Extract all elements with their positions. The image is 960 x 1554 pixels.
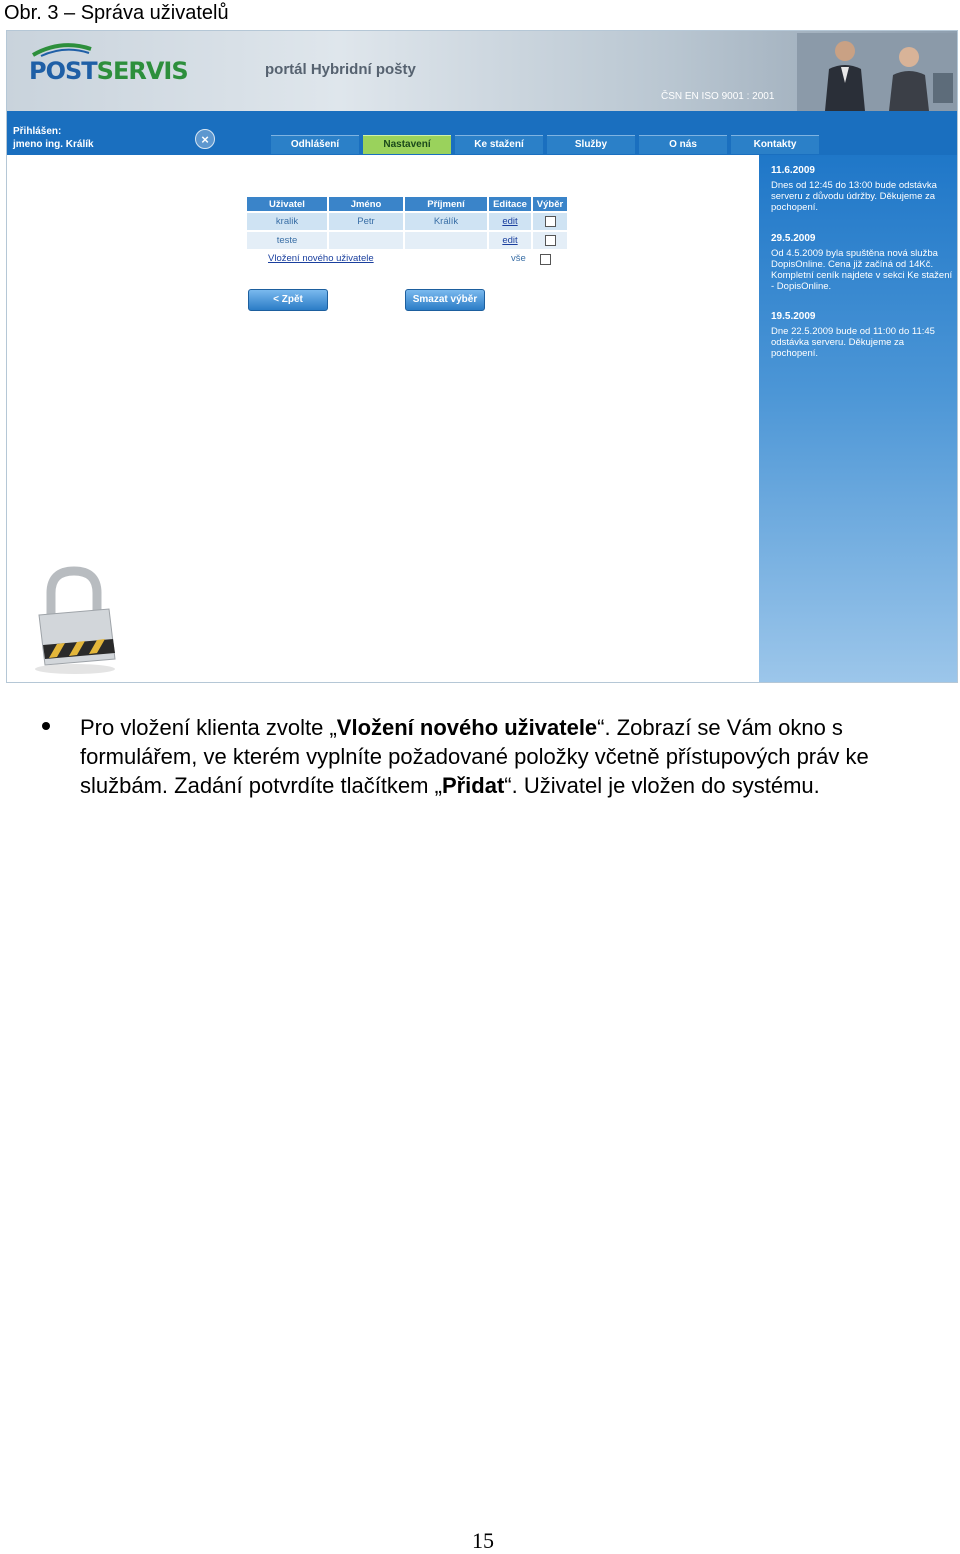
edit-link[interactable]: edit bbox=[502, 216, 518, 227]
cell-select bbox=[532, 212, 568, 231]
tab-odhlaseni[interactable]: Odhlášení bbox=[271, 135, 359, 154]
login-user: jmeno ing. Králík bbox=[13, 139, 94, 150]
tab-ke-stazeni[interactable]: Ke stažení bbox=[455, 135, 543, 154]
cell-name bbox=[328, 231, 404, 249]
col-jmeno[interactable]: Jméno bbox=[328, 197, 404, 212]
col-uzivatel[interactable]: Uživatel bbox=[247, 197, 328, 212]
cell-name: Petr bbox=[328, 212, 404, 231]
logo-text-servis: SERVIS bbox=[96, 57, 188, 85]
login-label: Přihlášen: bbox=[13, 126, 62, 137]
bullet-dot bbox=[42, 722, 50, 730]
select-all-label: vše bbox=[511, 253, 526, 264]
users-table bbox=[247, 197, 569, 249]
iso-badge: ČSN EN ISO 9001 : 2001 bbox=[661, 91, 775, 102]
login-status bbox=[13, 125, 94, 151]
new-user-link[interactable]: Vložení nového uživatele bbox=[268, 253, 374, 264]
cell-surname bbox=[404, 231, 488, 249]
header-banner bbox=[7, 31, 957, 111]
news-date: 11.6.2009 bbox=[771, 165, 815, 176]
para-text-3: “. Uživatel je vložen do systému. bbox=[504, 773, 820, 798]
news-sidebar bbox=[759, 155, 957, 682]
para-bold-add: Přidat bbox=[441, 773, 505, 798]
cell-edit bbox=[488, 212, 532, 231]
para-text-1: Pro vložení klienta zvolte „ bbox=[80, 715, 337, 740]
logout-close-icon[interactable]: × bbox=[195, 129, 215, 149]
para-bold-new-user: Vložení nového uživatele bbox=[336, 715, 598, 740]
instruction-paragraph bbox=[80, 713, 950, 800]
table-row bbox=[247, 212, 568, 231]
cell-surname: Králík bbox=[404, 212, 488, 231]
news-item bbox=[771, 311, 953, 359]
cell-select bbox=[532, 231, 568, 249]
cell-user: teste bbox=[247, 231, 328, 249]
news-text: Dnes od 12:45 do 13:00 bude odstávka serveru z důvodu údržby. Děkujeme za pochopení. bbox=[771, 180, 937, 213]
business-people-photo bbox=[797, 33, 957, 111]
news-item bbox=[771, 233, 953, 292]
page-number: 15 bbox=[472, 1528, 494, 1553]
portal-screenshot bbox=[6, 30, 958, 683]
select-checkbox[interactable] bbox=[545, 216, 556, 227]
edit-link[interactable]: edit bbox=[502, 235, 518, 246]
news-date: 29.5.2009 bbox=[771, 233, 816, 244]
tab-nastaveni[interactable]: Nastavení bbox=[363, 135, 451, 154]
postservis-logo[interactable] bbox=[29, 57, 188, 85]
col-editace: Editace bbox=[488, 197, 532, 212]
tab-kontakty[interactable]: Kontakty bbox=[731, 135, 819, 154]
back-button[interactable]: < Zpět bbox=[248, 289, 328, 311]
cell-edit bbox=[488, 231, 532, 249]
figure-caption: Obr. 3 – Správa uživatelů bbox=[4, 2, 229, 24]
table-header-row bbox=[247, 197, 568, 212]
news-text: Dne 22.5.2009 bude od 11:00 do 11:45 odstávka serveru. Děkujeme za pochopení. bbox=[771, 326, 935, 359]
portal-title: portál Hybridní pošty bbox=[265, 61, 416, 78]
select-all-checkbox[interactable] bbox=[540, 254, 551, 265]
delete-selection-button[interactable]: Smazat výběr bbox=[405, 289, 485, 311]
tab-sluzby[interactable]: Služby bbox=[547, 135, 635, 154]
padlock-icon bbox=[29, 563, 119, 675]
tab-o-nas[interactable]: O nás bbox=[639, 135, 727, 154]
envelope-swoosh-icon bbox=[31, 43, 93, 57]
news-text: Od 4.5.2009 byla spuštěna nová služba DopisOnline. Cena již začíná od 14Kč. Kompletní ceník najdete v sekci Ke stažení - DopisOnline. bbox=[771, 248, 953, 292]
logo-text-post: POST bbox=[29, 57, 97, 85]
col-prijmeni[interactable]: Příjmení bbox=[404, 197, 488, 212]
para-text-2: “. Zobrazí se Vám okno s formulářem, ve kterém vyplníte požadované položky včetně přístupových práv ke službám. Zadání potvrdíte tlačítkem „ bbox=[80, 715, 869, 798]
table-row bbox=[247, 231, 568, 249]
news-date: 19.5.2009 bbox=[771, 311, 816, 322]
cell-user: kralik bbox=[247, 212, 328, 231]
news-item bbox=[771, 165, 953, 213]
select-checkbox[interactable] bbox=[545, 235, 556, 246]
col-vyber: Výběr bbox=[532, 197, 568, 212]
